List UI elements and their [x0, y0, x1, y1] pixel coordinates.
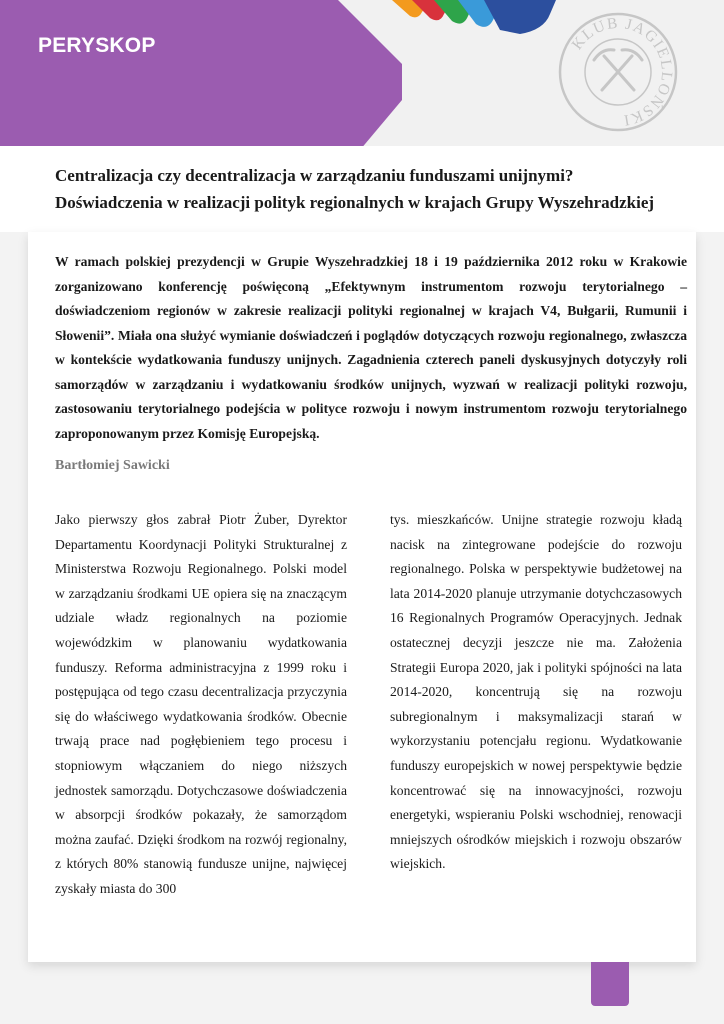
- body-column-right: tys. mieszkańców. Unijne strategie rozwoju kładą nacisk na zintegrowane podejście do rozwoju regionalnego. Polska w perspektywie budżetowej na lata 2014-2020 planuje utrzymanie dotychczasowych 16 Regionalnych Programów Operacyjnych. Jednak ostatecznej decyzji jeszcze nie ma. Założenia Strategii Europa 2020, jak i polityki spójności na lata 2014-2020, koncentrują się na rozwoju subregionalnym i maksymalizacji starań w wykorzystaniu potencjału regionu. Wydatkowanie funduszy europejskich w nowej perspektywie będzie koncentrować się na innowacyjności, rozwoju energetyki, wspieraniu Polski wschodniej, renowacji mniejszych ośrodków miejskich i rozwoju obszarów wiejskich.: [390, 512, 682, 872]
- article-title: [55, 162, 685, 216]
- crossed-pickaxes-icon: [594, 50, 642, 90]
- article-author: Bartłomiej Sawicki: [55, 458, 170, 473]
- klub-jagiellonski-logo: [556, 10, 680, 134]
- article-lead: W ramach polskiej prezydencji w Grupie Wyszehradzkiej 18 i 19 października 2012 roku w Krakowie zorganizowano konferencję poświęconą „Efektywnym instrumentom rozwoju terytorialnego – doświadczeniom regionów w zakresie realizacji polityki regionalnej w krajach V4, Bułgarii, Rumunii i Słowenii”. Miała ona służyć wymianie doświadczeń i poglądów dotyczących rozwoju regionalnego, zwłaszcza w kontekście wydatkowania funduszy unijnych. Zagadnienia czterech paneli dyskusyjnych dotyczyły roli samorządów w zarządzaniu i wydatkowaniu środków unijnych, wyzwań w realizacji polityki rozwoju, zastosowaniu terytorialnego podejścia w polityce rozwoju i nowym instrumentom rozwoju terytorialnego zaproponowanym przez Komisję Europejską.: [55, 254, 687, 441]
- page-tab: [591, 962, 629, 1006]
- brand-name: PERYSKOP: [38, 34, 156, 57]
- logo-text: KLUB JAGIELLOŃSKI: [568, 14, 676, 129]
- purple-banner: [0, 0, 402, 150]
- title-line-2: Doświadczenia w realizacji polityk regionalnych w krajach Grupy Wyszehradzkiej: [55, 193, 655, 212]
- page-header: [0, 0, 724, 150]
- title-line-1: Centralizacja czy decentralizacja w zarządzaniu funduszami unijnymi?: [55, 166, 574, 185]
- body-column-left: Jako pierwszy głos zabrał Piotr Żuber, Dyrektor Departamentu Koordynacji Polityki Strukturalnej z Ministerstwa Rozwoju Regionalnego. Polski model w zarządzaniu środkami UE opiera się na znaczącym udziale władz regionalnych na poziomie wojewódzkim w planowaniu wydatkowania funduszy. Reforma administracyjna z 1999 roku i postępująca od tego czasu decentralizacja przyczynia się do właściwego wydatkowania środków. Obecnie trwają prace nad pogłębieniem tego procesu i stopniowym włączaniem do niego niższych jednostek samorządu. Dotychczasowe doświadczenia w absorpcji środków pokazały, że samorządom można zaufać. Dzięki środkom na rozwój regionalny, z których 80% stanowią fundusze unijne, najwięcej zyskały miasta do 300: [55, 512, 347, 896]
